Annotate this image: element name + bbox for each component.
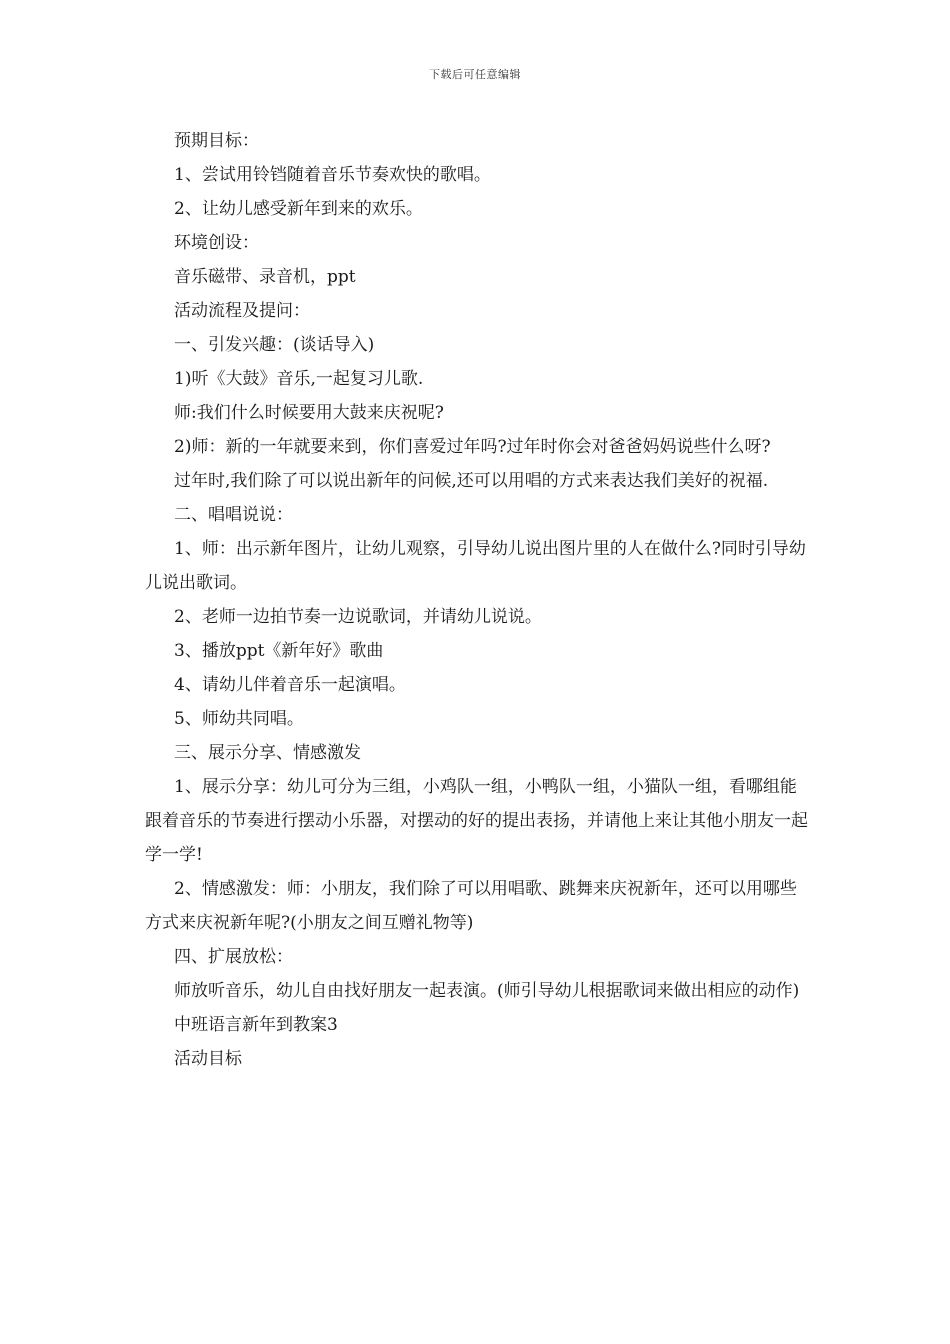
step-heading-2: 二、唱唱说说： [174, 505, 293, 525]
step-heading-1: 一、引发兴趣：(谈话导入) [174, 335, 375, 355]
paragraph-emotion: 2、情感激发：师：小朋友，我们除了可以用唱歌、跳舞来庆祝新年，还可以用哪些方式来庆祝新年呢?(小朋友之间互赠礼物等) [145, 879, 797, 933]
document-body [145, 124, 809, 1076]
paragraph-sing-together: 5、师幼共同唱。 [174, 709, 304, 729]
paragraph-teacher-new-year: 2)师：新的一年就要来到，你们喜爱过年吗?过年时你会对爸爸妈妈说些什么呀? [174, 437, 771, 457]
section-heading-goals: 预期目标： [174, 131, 259, 151]
paragraph-show-pictures: 1、师：出示新年图片，让幼儿观察，引导幼儿说出图片里的人在做什么?同时引导幼儿说出歌词。 [145, 539, 806, 593]
goal-item-2: 2、让幼儿感受新年到来的欢乐。 [174, 199, 423, 219]
paragraph-rhythm: 2、老师一边拍节奏一边说歌词，并请幼儿说说。 [174, 607, 542, 627]
paragraph-relax: 师放听音乐，幼儿自由找好朋友一起表演。(师引导幼儿根据歌词来做出相应的动作) [174, 981, 800, 1001]
goal-item-1: 1、尝试用铃铛随着音乐节奏欢快的歌唱。 [174, 165, 491, 185]
paragraph-teacher-question: 师:我们什么时候要用大鼓来庆祝呢? [174, 403, 444, 423]
section-heading-environment: 环境创设： [174, 233, 259, 253]
step-heading-4: 四、扩展放松： [174, 947, 293, 967]
paragraph-sing-along: 4、请幼儿伴着音乐一起演唱。 [174, 675, 406, 695]
lesson-plan-title: 中班语言新年到教案3 [174, 1015, 338, 1035]
paragraph-listen: 1)听《大鼓》音乐,一起复习儿歌. [174, 369, 424, 389]
step-heading-3: 三、展示分享、情感激发 [174, 743, 361, 763]
environment-materials: 音乐磁带、录音机，ppt [174, 267, 356, 287]
paragraph-show-share: 1、展示分享：幼儿可分为三组，小鸡队一组，小鸭队一组，小猫队一组，看哪组能跟着音乐的节奏进行摆动小乐器，对摆动的好的提出表扬，并请他上来让其他小朋友一起学一学! [145, 777, 808, 865]
page-header: 下载后可任意编辑 [429, 68, 521, 81]
section-heading-activity-goals: 活动目标 [174, 1049, 242, 1069]
paragraph-play-ppt: 3、播放ppt《新年好》歌曲 [174, 641, 384, 661]
section-heading-process: 活动流程及提问： [174, 301, 310, 321]
paragraph-greetings: 过年时,我们除了可以说出新年的问候,还可以用唱的方式来表达我们美好的祝福. [174, 471, 769, 491]
